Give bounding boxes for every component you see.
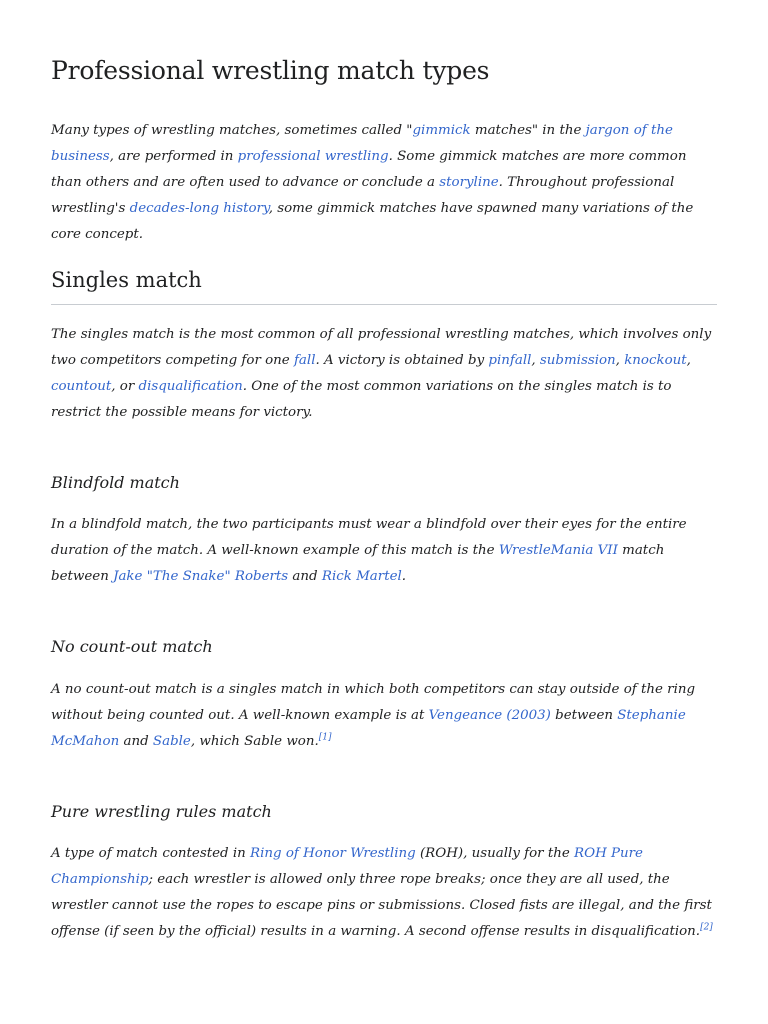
link-professional-wrestling[interactable]: professional wrestling xyxy=(237,149,389,164)
reference-1[interactable]: [1] xyxy=(318,732,332,743)
blindfold-text: In a blindfold match, the two participants must wear a blindfold over their eyes for the entire duration of the match. A well-known example of this match is the WrestleMania VII match between Jake "The Snake" Roberts and Rick Martel. xyxy=(51,517,687,584)
link-sable[interactable]: Sable xyxy=(152,734,191,749)
link-fall[interactable]: fall xyxy=(293,353,316,368)
link-jake-roberts[interactable]: Jake "The Snake" Roberts xyxy=(113,569,289,584)
link-jargon[interactable]: jargon of the business xyxy=(51,123,673,164)
page-title: Professional wrestling match types xyxy=(51,56,490,85)
intro-paragraph xyxy=(51,118,720,248)
singles-text: The singles match is the most common of all professional wrestling matches, which involves only two competitors competing for one fall. A victory is obtained by pinfall, submission, knockout, countout, or disqualification. One of the most common variations on the singles match is to restrict the possible means for victory. xyxy=(51,327,712,420)
link-storyline[interactable]: storyline xyxy=(439,175,499,190)
blindfold-heading: Blindfold match xyxy=(51,473,180,492)
nocountout-text: A no count-out match is a singles match in which both competitors can stay outside of the ring without being counted out. A well-known example is at Vengeance (2003) between Stephanie McMahon and Sable, which Sable won.[1] xyxy=(51,682,696,749)
section-nocountout-heading xyxy=(51,637,720,656)
pure-text: A type of match contested in Ring of Honor Wrestling (ROH), usually for the ROH Pure Championship; each wrestler is allowed only three rope breaks; once they are all used, the wrestler cannot use the ropes to escape pins or submissions. Closed fists are illegal, and the first offense (if seen by the official) results in a warning. A second offense results in disqualification.[2] xyxy=(51,846,713,939)
section-pure-heading xyxy=(51,802,720,821)
link-disqualification[interactable]: disqualification xyxy=(138,379,243,394)
link-knockout[interactable]: knockout xyxy=(624,353,687,368)
link-gimmick[interactable]: gimmick xyxy=(412,123,471,138)
section-blindfold-heading xyxy=(51,473,720,492)
pure-heading: Pure wrestling rules match xyxy=(51,802,272,821)
reference-2[interactable]: [2] xyxy=(700,922,713,933)
singles-heading: Singles match xyxy=(51,268,202,292)
link-history[interactable]: decades-long history xyxy=(129,201,269,216)
link-rick-martel[interactable]: Rick Martel xyxy=(321,569,402,584)
section-singles-heading xyxy=(51,268,717,305)
nocountout-heading: No count-out match xyxy=(51,637,213,656)
link-ring-of-honor[interactable]: Ring of Honor Wrestling xyxy=(250,846,416,861)
link-countout[interactable]: countout xyxy=(51,379,112,394)
link-vengeance[interactable]: Vengeance (2003) xyxy=(428,708,551,723)
link-wrestlemania[interactable]: WrestleMania VII xyxy=(498,543,618,558)
link-stephanie-mcmahon[interactable]: Stephanie McMahon xyxy=(51,708,686,749)
singles-paragraph xyxy=(51,322,720,426)
intro-text: Many types of wrestling matches, sometimes called "gimmick matches" in the jargon of the business, are performed in professional wrestling. Some gimmick matches are more common than others and are often used to advance or conclude a storyline. Throughout professional wrestling's decades-long history, some gimmick matches have spawned many variations of the core concept. xyxy=(51,123,694,242)
nocountout-paragraph xyxy=(51,677,720,755)
link-pinfall[interactable]: pinfall xyxy=(488,353,532,368)
link-roh-pure-championship[interactable]: ROH Pure Championship xyxy=(51,846,643,887)
blindfold-paragraph xyxy=(51,512,720,590)
pure-paragraph xyxy=(51,841,720,945)
link-submission[interactable]: submission xyxy=(539,353,616,368)
